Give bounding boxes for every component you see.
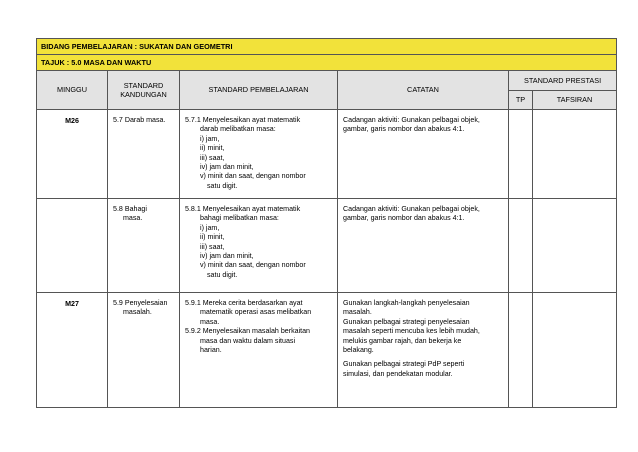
tafsiran-cell <box>533 199 617 293</box>
list-item: ii) minit, <box>200 144 225 153</box>
pembelajaran-lead: 5.9.2 Menyelesaikan masalah berkaitan <box>185 327 311 336</box>
catatan-line: gambar, garis nombor dan abakus 4:1. <box>343 125 465 134</box>
header-catatan: CATATAN <box>338 71 509 110</box>
table-row <box>37 110 617 199</box>
kandungan-text: 5.7 Darab masa. <box>113 116 166 124</box>
table-row <box>37 293 617 408</box>
catatan-line: Cadangan aktiviti: Gunakan pelbagai objek, <box>343 205 480 213</box>
catatan-line: masalah seperti mencuba kes lebih mudah, <box>343 327 480 336</box>
pembelajaran-tail: satu digit. <box>207 181 238 190</box>
catatan-line: belakang. <box>343 346 374 355</box>
catatan-line: masalah. <box>343 308 372 317</box>
header-row-1 <box>37 71 617 91</box>
kandungan-text: 5.8 Bahagi <box>113 205 147 213</box>
tp-cell <box>509 199 533 293</box>
pembelajaran-cont: harian. <box>200 346 222 355</box>
pembelajaran-cell <box>180 110 338 199</box>
kandungan-cell <box>108 199 180 293</box>
catatan-line: Cadangan aktiviti: Gunakan pelbagai objek, <box>343 116 480 124</box>
pembelajaran-lead: 5.8.1 Menyelesaikan ayat matematik <box>185 205 301 213</box>
catatan-line: gambar, garis nombor dan abakus 4:1. <box>343 214 465 223</box>
pembelajaran-cell <box>180 199 338 293</box>
list-item: iii) saat, <box>200 153 225 162</box>
pembelajaran-lead: 5.7.1 Menyelesaikan ayat matematik <box>185 116 301 124</box>
minggu-cell <box>37 199 108 293</box>
table-row <box>37 199 617 293</box>
catatan-cell <box>338 199 509 293</box>
kandungan-cell <box>108 110 180 199</box>
list-item: ii) minit, <box>200 233 225 242</box>
bidang-title: BIDANG PEMBELAJARAN : SUKATAN DAN GEOMETRI <box>37 39 617 55</box>
tp-cell <box>509 293 533 408</box>
list-item: iv) jam dan minit, <box>200 163 254 172</box>
rpt-table <box>36 38 617 408</box>
kandungan-text: 5.9 Penyelesaian <box>113 299 168 307</box>
tafsiran-cell <box>533 293 617 408</box>
catatan-cell <box>338 293 509 408</box>
list-item: i) jam, <box>200 223 220 232</box>
pembelajaran-cell <box>180 293 338 408</box>
catatan-line: Gunakan pelbagai strategi PdP seperti <box>343 360 465 369</box>
pembelajaran-cont: bahagi melibatkan masa: <box>200 214 279 223</box>
header-tafsiran: TAFSIRAN <box>533 91 617 110</box>
pembelajaran-cont: darab melibatkan masa: <box>200 125 276 134</box>
list-item: v) minit dan saat, dengan nombor <box>200 172 306 181</box>
tajuk-row <box>37 55 617 71</box>
kandungan-text: masa. <box>123 214 143 223</box>
catatan-cell <box>338 110 509 199</box>
header-tp: TP <box>509 91 533 110</box>
rpt-table-sheet <box>36 38 616 408</box>
header-standard-kandungan: STANDARD KANDUNGAN <box>108 71 180 110</box>
list-item: iii) saat, <box>200 242 225 251</box>
catatan-line: Gunakan pelbagai strategi penyelesaian <box>343 317 470 326</box>
catatan-line: Gunakan langkah-langkah penyelesaian <box>343 299 470 307</box>
minggu-cell: M26 <box>37 110 108 199</box>
pembelajaran-tail: satu digit. <box>207 270 238 279</box>
tp-cell <box>509 110 533 199</box>
header-standard-prestasi: STANDARD PRESTASI <box>509 71 617 91</box>
catatan-line: melukis gambar rajah, dan bekerja ke <box>343 336 462 345</box>
bidang-row <box>37 39 617 55</box>
kandungan-text: masalah. <box>123 308 152 317</box>
list-item: iv) jam dan minit, <box>200 252 254 261</box>
list-item: i) jam, <box>200 134 220 143</box>
list-item: v) minit dan saat, dengan nombor <box>200 261 306 270</box>
pembelajaran-cont: masa dan waktu dalam situasi <box>200 336 296 345</box>
pembelajaran-lead: 5.9.1 Mereka cerita berdasarkan ayat <box>185 299 303 307</box>
tafsiran-cell <box>533 110 617 199</box>
tajuk-title: TAJUK : 5.0 MASA DAN WAKTU <box>37 55 617 71</box>
minggu-cell: M27 <box>37 293 108 408</box>
catatan-line: simulasi, dan pendekatan modular. <box>343 369 453 378</box>
pembelajaran-cont: matematik operasi asas melibatkan <box>200 308 312 317</box>
header-minggu: MINGGU <box>37 71 108 110</box>
pembelajaran-cont: masa. <box>200 317 220 326</box>
header-standard-pembelajaran: STANDARD PEMBELAJARAN <box>180 71 338 110</box>
kandungan-cell <box>108 293 180 408</box>
